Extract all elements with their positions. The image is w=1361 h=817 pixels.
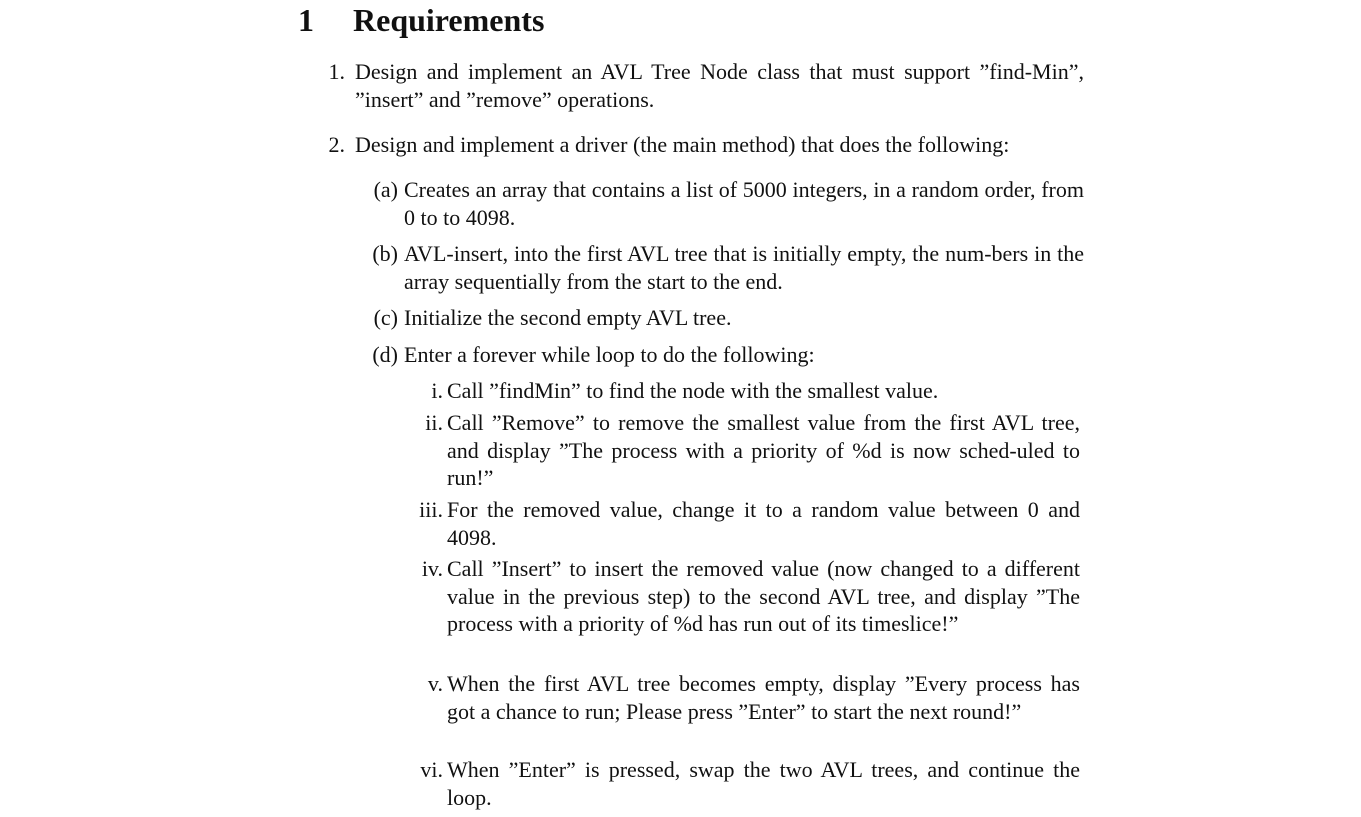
step-text: For the removed value, change it to a random value between 0 and 4098.	[447, 497, 1080, 550]
step-v	[405, 670, 1095, 753]
list-item-2	[300, 131, 1090, 159]
step-text: Call ”Remove” to remove the smallest value from the first AVL tree, and display ”The process with a priority of %d is now sched-uled to run!”	[447, 410, 1080, 490]
step-label: i.	[431, 378, 443, 403]
sub-item-d	[361, 341, 1091, 369]
sub-item-text: Enter a forever while loop to do the following:	[404, 342, 815, 367]
step-label: v.	[427, 671, 443, 696]
step-i	[405, 377, 1095, 405]
step-ii	[405, 409, 1095, 492]
list-item-text: Design and implement an AVL Tree Node class that must support ”find-Min”, ”insert” and ”remove” operations.	[355, 59, 1084, 112]
sub-item-c	[361, 304, 1091, 332]
step-text: Call ”findMin” to find the node with the smallest value.	[447, 378, 939, 403]
section-number: 1	[298, 2, 314, 38]
sub-item-label: (d)	[372, 342, 398, 367]
list-item-1	[300, 58, 1090, 114]
step-text: Call ”Insert” to insert the removed value (now changed to a different value in the previous step) to the second AVL tree, and display ”The process with a priority of %d has run out of its timeslice!”	[447, 556, 1080, 636]
step-text: When ”Enter” is pressed, swap the two AVL trees, and continue the loop.	[447, 757, 1080, 810]
sub-item-label: (c)	[373, 305, 398, 330]
sub-item-text: Initialize the second empty AVL tree.	[404, 305, 732, 330]
step-label: iii.	[419, 497, 443, 522]
step-vi	[405, 756, 1095, 812]
section-title: Requirements	[353, 2, 545, 38]
sub-item-text: Creates an array that contains a list of 5000 integers, in a random order, from 0 to to 4098.	[404, 177, 1084, 230]
step-label: ii.	[425, 410, 443, 435]
step-label: iv.	[421, 556, 443, 581]
sub-item-label: (a)	[373, 177, 398, 202]
step-label: vi.	[420, 757, 443, 782]
sub-item-b	[361, 240, 1091, 296]
list-item-label: 2.	[328, 132, 345, 157]
step-iv	[405, 555, 1095, 665]
section-heading	[298, 0, 544, 40]
list-item-label: 1.	[328, 59, 345, 84]
sub-item-text: AVL-insert, into the first AVL tree that is initially empty, the num-bers in the array sequentially from the start to the end.	[404, 241, 1084, 294]
step-text: When the first AVL tree becomes empty, display ”Every process has got a chance to run; Please press ”Enter” to start the next round!”	[447, 671, 1080, 724]
step-iii	[405, 496, 1095, 552]
list-item-text: Design and implement a driver (the main method) that does the following:	[355, 132, 1010, 157]
sub-item-a	[361, 176, 1091, 232]
sub-item-label: (b)	[372, 241, 398, 266]
